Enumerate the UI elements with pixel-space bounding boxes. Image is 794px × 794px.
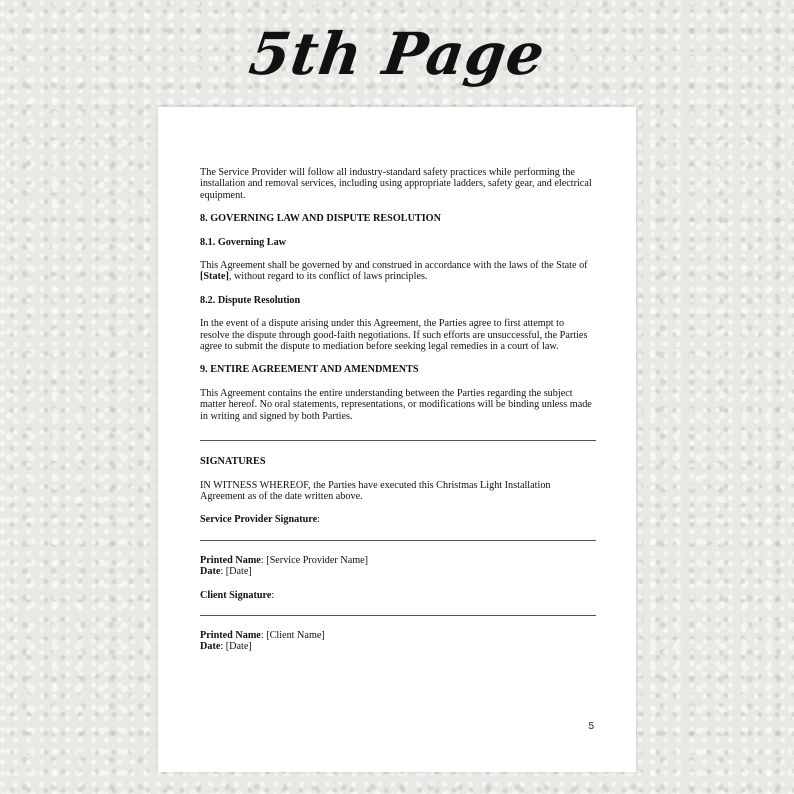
intro-paragraph: The Service Provider will follow all industry-standard safety practices while performing the installation and removal services, including using appropriate ladders, safety gear, and electrical equipment.	[200, 167, 592, 201]
client-signature-label: Client Signature	[200, 589, 272, 601]
state-placeholder: [State]	[200, 271, 229, 283]
section-9-text: This Agreement contains the entire understanding between the Parties regarding the subject matter hereof. No oral statements, representations, or modifications will be binding unless made in writing and signed by both Parties.	[200, 387, 592, 422]
page-number: 5	[588, 721, 594, 732]
provider-signature-label: Service Provider Signature	[200, 514, 318, 526]
section-8-1-text	[200, 260, 596, 283]
document-page	[158, 107, 636, 772]
signatures-heading: SIGNATURES	[200, 456, 266, 468]
witness-text: IN WITNESS WHEREOF, the Parties have executed this Christmas Light Installation Agreement as of the date written above.	[200, 479, 551, 502]
client-date-label: Date	[200, 641, 221, 653]
governing-law-text-after: , without regard to its conflict of laws principles.	[228, 271, 428, 283]
section-8-heading: 8. GOVERNING LAW AND DISPUTE RESOLUTION	[200, 213, 441, 225]
governing-law-text-before: This Agreement shall be governed by and construed in accordance with the laws of the State of	[200, 260, 588, 272]
section-9-heading: 9. ENTIRE AGREEMENT AND AMENDMENTS	[200, 364, 419, 376]
client-signature-label-row: Client Signature:	[200, 589, 275, 601]
banner-title: 5th Page	[244, 20, 550, 88]
provider-printed-name-value: [Service Provider Name]	[266, 554, 369, 566]
client-printed-name-row: Printed Name: [Client Name]	[200, 629, 325, 641]
provider-date-row: Date: [Date]	[200, 566, 252, 578]
provider-signature-label-row: Service Provider Signature:	[200, 514, 320, 526]
section-8-1-heading: 8.1. Governing Law	[200, 236, 287, 248]
provider-printed-name-row: Printed Name: [Service Provider Name]	[200, 554, 369, 566]
banner	[0, 8, 794, 100]
document-content	[200, 167, 596, 653]
client-date-row: Date: [Date]	[200, 641, 252, 653]
provider-date-value: [Date]	[225, 566, 252, 578]
provider-printed-name-label: Printed Name	[200, 554, 261, 566]
client-printed-name-value: [Client Name]	[266, 629, 325, 641]
client-date-value: [Date]	[225, 641, 252, 653]
section-8-2-text: In the event of a dispute arising under this Agreement, the Parties agree to first attempt to resolve the dispute through good-faith negotiations. If such efforts are unsuccessful, the Parties agree to submit the dispute to mediation before seeking legal remedies in a court of law.	[200, 318, 588, 353]
provider-date-label: Date	[200, 566, 221, 578]
section-8-2-heading: 8.2. Dispute Resolution	[200, 294, 301, 306]
client-printed-name-label: Printed Name	[200, 629, 261, 641]
